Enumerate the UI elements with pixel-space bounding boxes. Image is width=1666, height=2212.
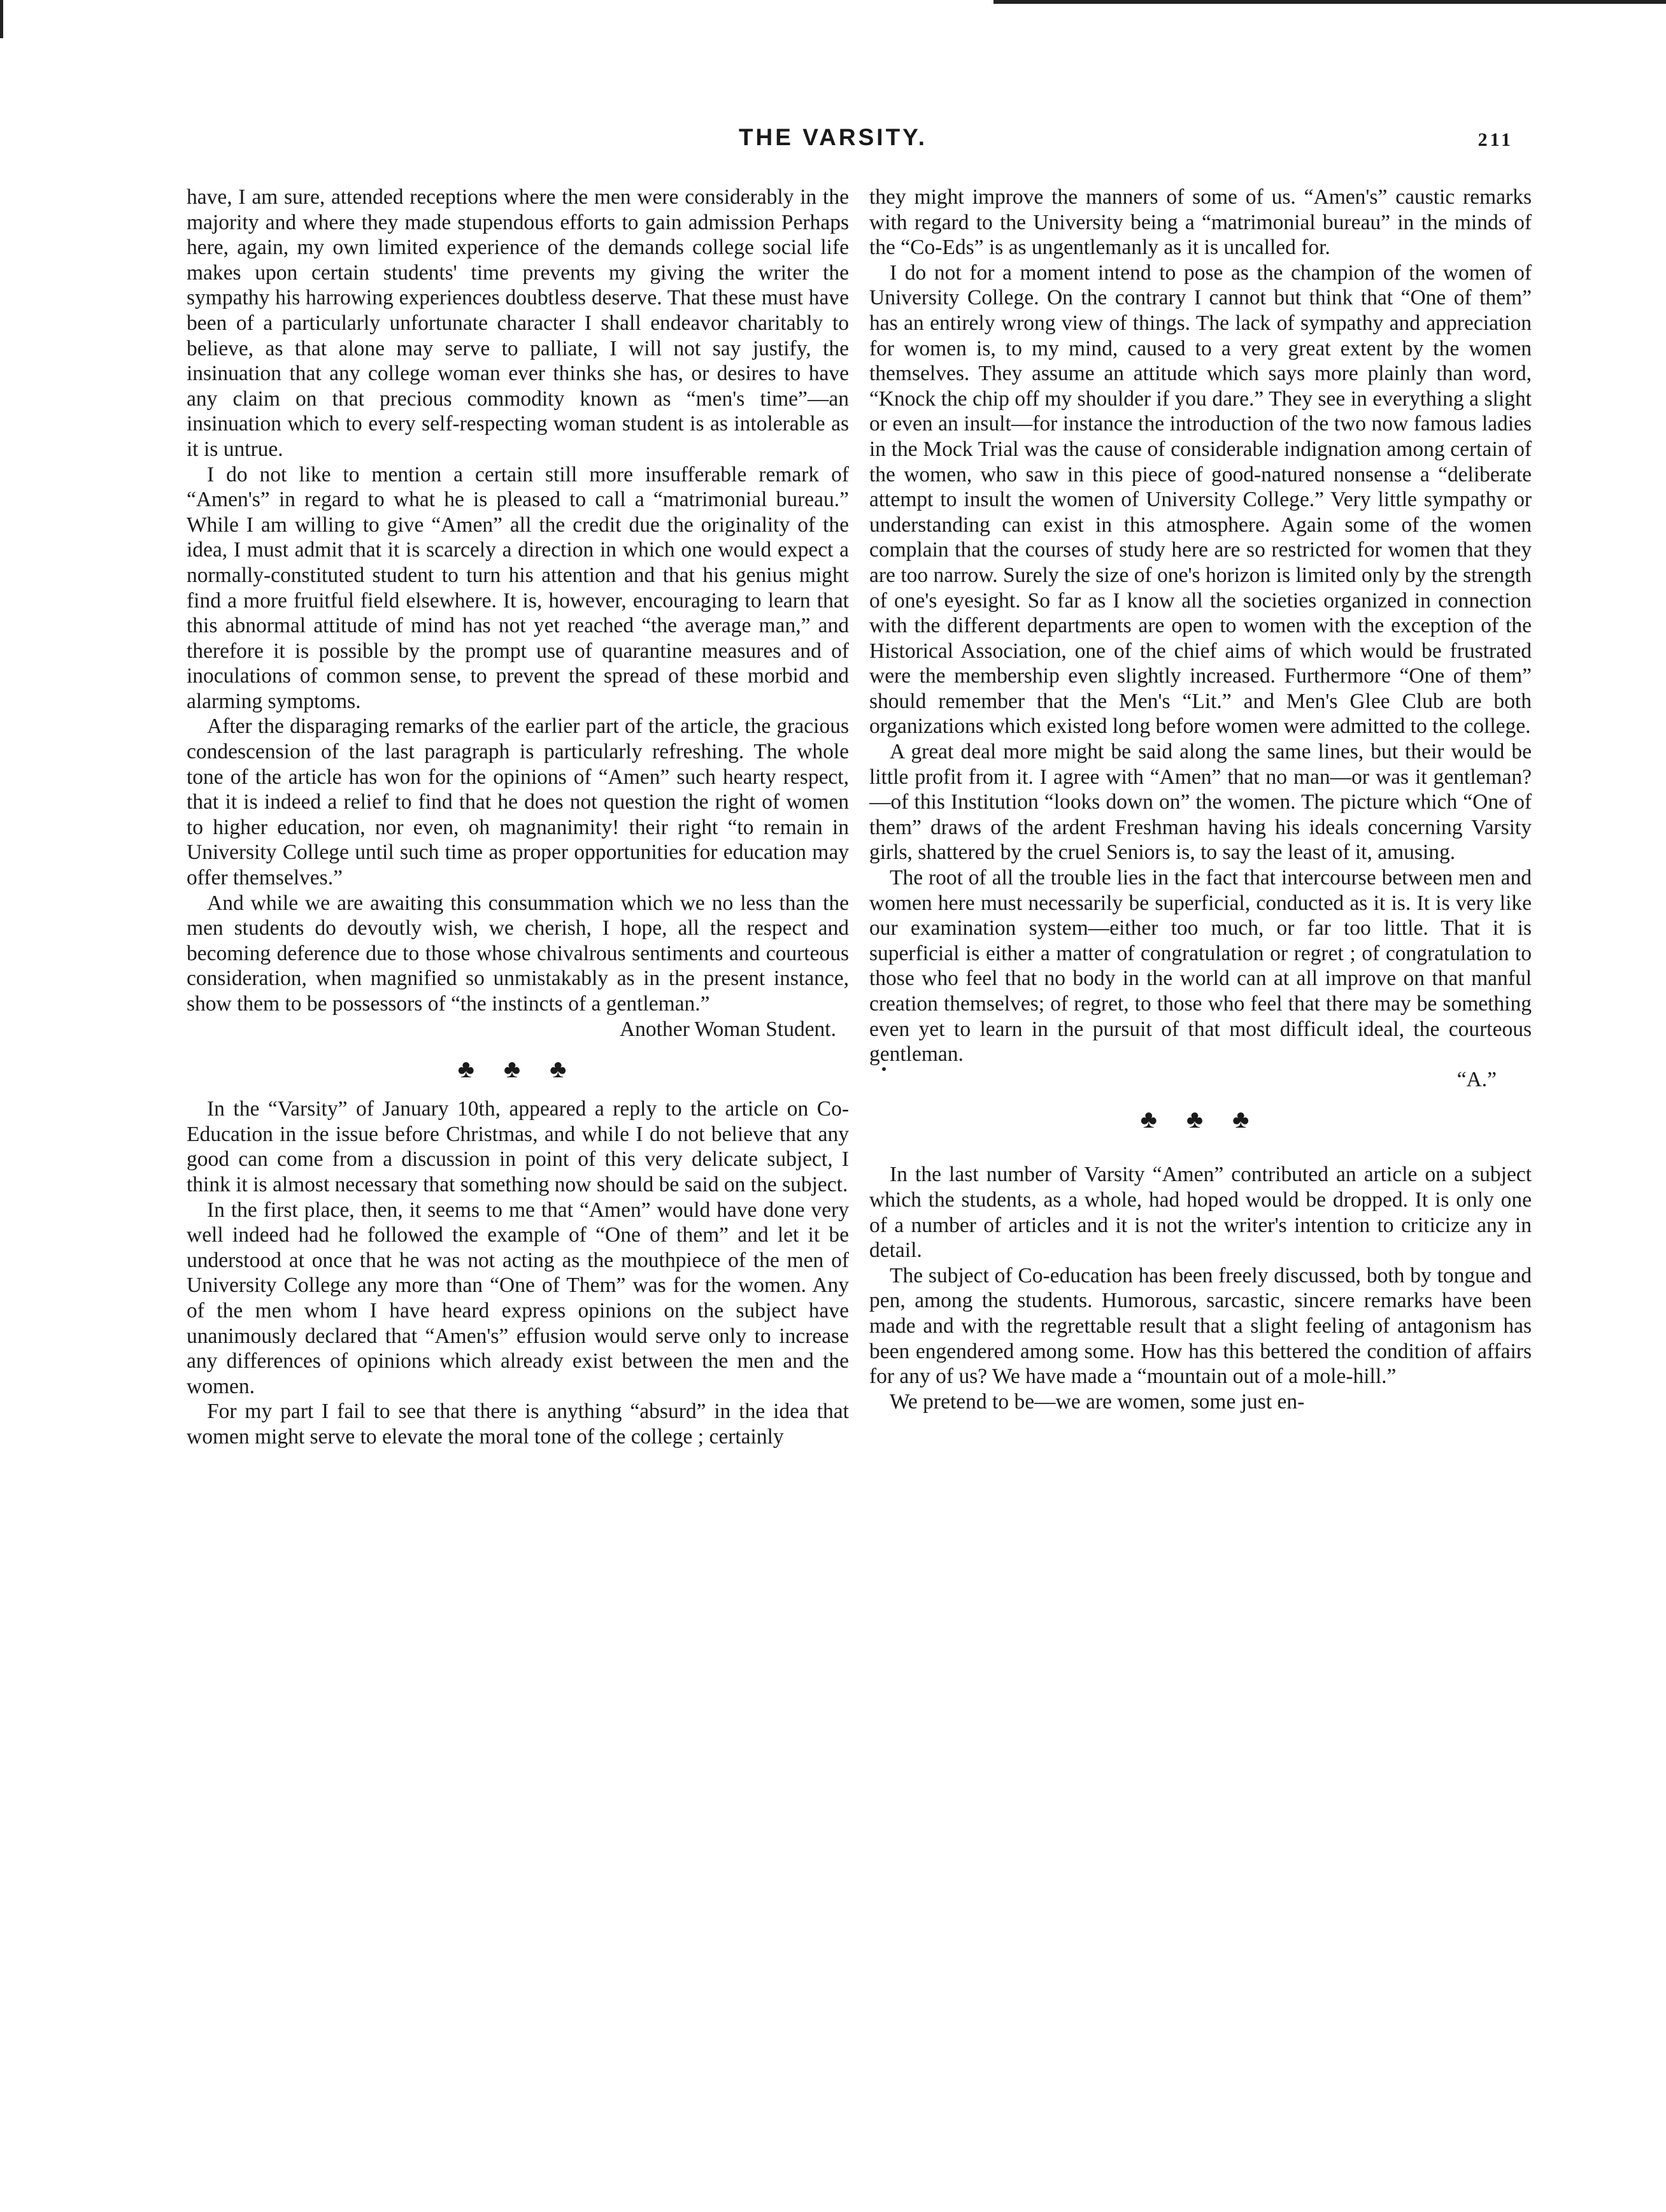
- paragraph: I do not for a moment intend to pose as the champion of the women of University College. On the contrary I cannot but think that “One of them” has an entirely wrong view of things. The lack of sympathy and appreciation for women is, to my mind, caused to a very great extent by the women themselves. They assume an attitude which says more plainly than word, “Knock the chip off my shoulder if you dare.” They see in everything a slight or even an insult—for instance the introduction of the two now famous ladies in the Mock Trial was the cause of considerable indignation among certain of the women, who saw in this piece of good-natured nonsense a “deliberate attempt to insult the women of University College.” Very little sympathy or understanding can exist in this atmosphere. Again some of the women complain that the courses of study here are so restricted for women that they are too narrow. Surely the size of one's horizon is limited only by the strength of one's eyesight. So far as I know all the societies organized in connection with the different departments are open to women with the exception of the Historical Association, one of the chief aims of which would be frustrated were the membership even slightly increased. Furthermore “One of them” should remember that the Men's “Lit.” and Men's Glee Club are both organizations which existed long before women were admitted to the college.: [869, 260, 1532, 739]
- paragraph: We pretend to be—we are women, some just en-: [890, 1389, 1305, 1414]
- paragraph: And while we are awaiting this consummation which we no less than the men students do devoutly wish, we cherish, I hope, all the respect and becoming deference due to those whose chivalrous sentiments and courteous consideration, when magnified so unmistakably as in the present instance, show them to be possessors of “the instincts of a gentleman.”: [187, 891, 849, 1016]
- ink-dot: [882, 1067, 886, 1071]
- paragraph: In the last number of Varsity “Amen” contributed an article on a subject which the students, as a whole, had hoped would be dropped. It is only one of a number of articles and it is not the writer's intention to criticize any in detail.: [869, 1163, 1532, 1263]
- paragraph: I do not like to mention a certain still more insufferable remark of “Amen's” in regard to what he is pleased to call a “matrimonial bureau.” While I am willing to give “Amen” all the credit due the originality of the idea, I must admit that it is scarcely a direction in which one would expect a normally-constituted student to turn his attention and that his genius might find a more fruitful field elsewhere. It is, however, encouraging to learn that this abnormal attitude of mind has not yet reached “the average man,” and therefore it is possible by the prompt use of quarantine measures and of inoculations of common sense, to prevent the spread of these morbid and alarming symptoms.: [187, 462, 849, 713]
- paragraph: A great deal more might be said along the same lines, but their would be little profit from it. I agree with “Amen” that no man—or was it gentleman?—of this Institution “looks down on” the women. The picture which “One of them” draws of the ardent Freshman having his ideals concerning Varsity girls, shattered by the cruel Seniors is, to say the least of it, amusing.: [869, 740, 1532, 865]
- page-header: [0, 124, 1666, 162]
- journal-title: THE VARSITY.: [738, 124, 928, 150]
- paragraph: The subject of Co-education has been freely discussed, both by tongue and pen, among the students. Humorous, sarcastic, sincere remarks have been made and with the regrettable result that a slight feeling of antagonism has been engendered among some. How has this bettered the condition of affairs for any of us? We have made a “mountain out of a mole-hill.”: [869, 1263, 1532, 1389]
- article-signature: Another Woman Student.: [619, 1017, 836, 1041]
- spacer: [869, 1147, 1532, 1162]
- paragraph: In the “Varsity” of January 10th, appeared a reply to the article on Co-Education in the issue before Christmas, and while I do not believe that any good can come from a discussion in point of this very delicate subject, I think it is almost necessary that something now should be said on the subject.: [187, 1097, 849, 1196]
- paragraph: have, I am sure, attended receptions where the men were considerably in the majority and where they made stupendous efforts to gain admission Perhaps here, again, my own limited experience of the demands college social life makes upon certain students' time prevents my giving the writer the sympathy his harrowing experiences doubtless deserve. That these must have been of a particularly unfortunate character I shall endeavor charitably to believe, as that alone may serve to palliate, I will not say justify, the insinuation that any college woman ever thinks she has, or desires to have any claim on that precious commodity known as “men's time”—an insinuation which to every self-respecting woman student is as intolerable as it is untrue.: [187, 185, 849, 461]
- page-number: 211: [1477, 129, 1513, 150]
- section-divider: ♣ ♣ ♣: [457, 1054, 578, 1084]
- section-divider: ♣ ♣ ♣: [1140, 1105, 1261, 1134]
- page-edge-mark: [0, 0, 3, 38]
- page-edge-rule: [993, 0, 1666, 4]
- paragraph: After the disparaging remarks of the earlier part of the article, the gracious condescension of the last paragraph is particularly refreshing. The whole tone of the article has won for the opinions of “Amen” such hearty respect, that it is indeed a relief to find that he does not question the right of women to higher education, nor even, oh magnanimity! their right “to remain in University College until such time as proper opportunities for education may offer themselves.”: [187, 714, 849, 890]
- paragraph: they might improve the manners of some of us. “Amen's” caustic remarks with regard to the University being a “matrimonial bureau” in the minds of the “Co-Eds” is as ungentlemanly as it is uncalled for.: [869, 185, 1532, 260]
- paragraph: The root of all the trouble lies in the fact that intercourse between men and women here must necessarily be superficial, conducted as it is. It is very like our examination system—either too much, or far too little. That it is superficial is either a matter of congratulation or regret ; of congratulation to those who feel that no body in the world can at all improve on that manful creation themselves; of regret, to those who feel that there may be something even yet to learn in the pursuit of that most difficult ideal, the courteous gentleman.: [869, 866, 1532, 1067]
- paragraph: In the first place, then, it seems to me that “Amen” would have done very well indeed had he followed the example of “One of them” and let it be understood at once that he was not acting as the mouthpiece of the men of University College any more than “One of Them” was for the women. Any of the men whom I have heard express opinions on the subject have unanimously declared that “Amen's” effusion would serve only to increase any differences of opinions which already exist between the men and the women.: [187, 1198, 849, 1398]
- signature-text: “A.”: [1456, 1067, 1497, 1091]
- paragraph: For my part I fail to see that there is anything “absurd” in the idea that women might serve to elevate the moral tone of the college ; certainly: [187, 1400, 849, 1449]
- left-column: [187, 185, 849, 1450]
- article-signature: [869, 1067, 1532, 1093]
- right-column: [869, 185, 1532, 1414]
